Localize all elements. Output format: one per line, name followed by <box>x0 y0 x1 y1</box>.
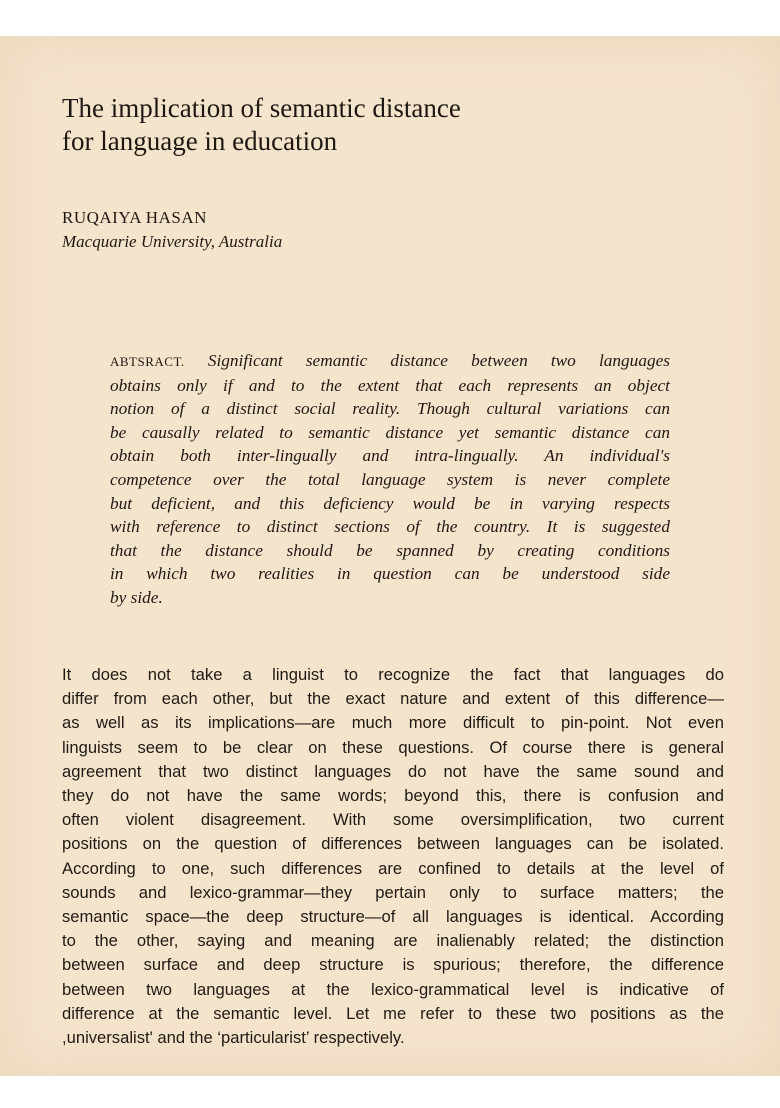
abstract-line: competence over the total language system is never complete <box>110 469 670 489</box>
body-line: agreement that two distinct languages do not have the same sound and <box>62 761 724 781</box>
article-title <box>62 92 702 158</box>
abstract-line: but deficient, and this deficiency would be in varying respects <box>110 493 670 513</box>
article-title-line: for language in education <box>62 126 338 156</box>
book-page <box>0 36 780 1076</box>
body-line: sounds and lexico-grammar—they pertain only to surface matters; the <box>62 882 724 902</box>
abstract-line: by side. <box>110 587 163 607</box>
abstract-line: with reference to distinct sections of the country. It is suggested <box>110 517 670 537</box>
abstract-line: notion of a distinct social reality. Though cultural variations can <box>110 399 670 419</box>
body-line: differ from each other, but the exact nature and extent of this difference— <box>62 689 724 709</box>
abstract-line: ABTSRACT. Significant semantic distance between two languages <box>110 351 670 370</box>
abstract-line: be causally related to semantic distance yet semantic distance can <box>110 422 670 442</box>
abstract-label: ABTSRACT. <box>110 354 185 369</box>
body-line: positions on the question of differences between languages can be isolated. <box>62 834 724 854</box>
body-line: they do not have the same words; beyond this, there is confusion and <box>62 786 724 806</box>
body-line: linguists seem to be clear on these questions. Of course there is general <box>62 737 724 757</box>
body-line: ,universalist' and the ‘particularist’ respectively. <box>62 1028 405 1048</box>
author-affiliation: Macquarie University, Australia <box>62 232 283 251</box>
abstract-line: in which two realities in question can be understood side <box>110 564 670 584</box>
abstract-line: that the distance should be spanned by creating conditions <box>110 540 670 560</box>
abstract <box>110 349 670 610</box>
author-name: RUQAIYA HASAN <box>62 208 207 227</box>
article-title-line: The implication of semantic distance <box>62 93 461 123</box>
body-line: According to one, such differences are confined to details at the level of <box>62 858 724 878</box>
body-line: to the other, saying and meaning are inalienably related; the distinction <box>62 931 724 951</box>
body-line: as well as its implications—are much more difficult to pin-point. Not even <box>62 713 724 733</box>
body-line: often violent disagreement. With some oversimplification, two current <box>62 810 724 830</box>
body-line: It does not take a linguist to recognize the fact that languages do <box>62 665 724 684</box>
body-line: between surface and deep structure is spurious; therefore, the difference <box>62 955 724 975</box>
body-line: semantic space—the deep structure—of all languages is identical. According <box>62 907 724 927</box>
body-line: difference at the semantic level. Let me refer to these two positions as the <box>62 1003 724 1023</box>
abstract-line: obtains only if and to the extent that each represents an object <box>110 375 670 395</box>
abstract-line: obtain both inter-lingually and intra-lingually. An individual's <box>110 446 670 466</box>
body-line: between two languages at the lexico-grammatical level is indicative of <box>62 979 724 999</box>
body-paragraph <box>62 663 724 1050</box>
